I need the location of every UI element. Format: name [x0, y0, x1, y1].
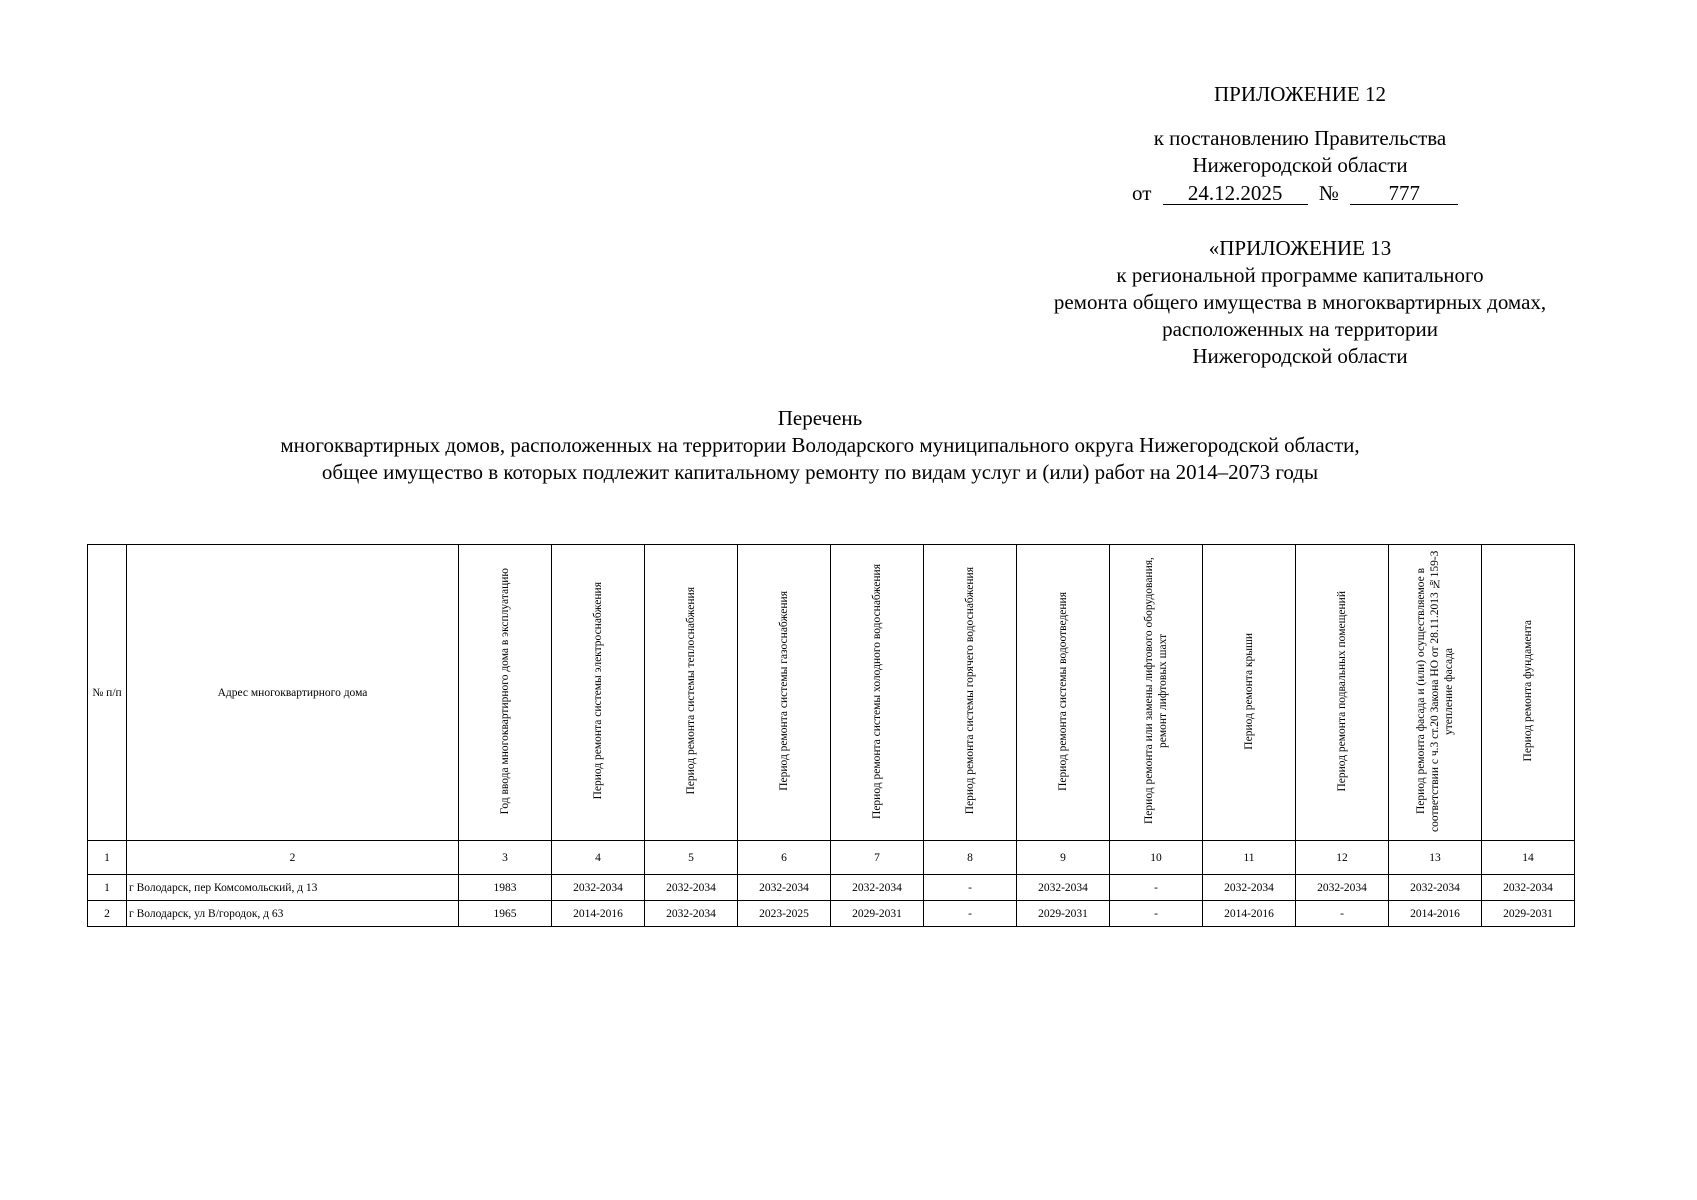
heading-line3: общее имущество в которых подлежит капитальному ремонту по видам услуг и (или) работ на 2014–2073 годы [321, 460, 1319, 484]
cell-heating: 2032-2034 [645, 901, 738, 927]
cell-gas: 2032-2034 [738, 875, 831, 901]
col-number: 11 [1203, 841, 1296, 875]
cell-facade: 2032-2034 [1389, 875, 1482, 901]
table-row [88, 901, 1575, 927]
appendix-13-line2: ремонта общего имущества в многоквартирных домах, [1053, 290, 1547, 314]
col-number: 2 [127, 841, 459, 875]
houses-table [87, 544, 1575, 927]
column-numbers-row [88, 841, 1575, 875]
col-number: 13 [1389, 841, 1482, 875]
cell-foundation: 2029-2031 [1482, 901, 1575, 927]
cell-address: г Володарск, ул В/городок, д 63 [127, 901, 459, 927]
appendix-13-line1: к региональной программе капитального [1116, 263, 1484, 287]
col-number: 10 [1110, 841, 1203, 875]
col-number: 5 [645, 841, 738, 875]
cell-hot-water: - [924, 901, 1017, 927]
cell-num: 2 [88, 901, 127, 927]
cell-heating: 2032-2034 [645, 875, 738, 901]
appendix-12-date-line [1132, 180, 1472, 207]
col-number: 1 [88, 841, 127, 875]
cell-cold-water: 2029-2031 [831, 901, 924, 927]
col-number: 7 [831, 841, 924, 875]
cell-elevator: - [1110, 901, 1203, 927]
col-header-heating: Период ремонта системы теплоснабжения [645, 545, 738, 841]
col-header-year: Год ввода многоквартирного дома в эксплуатацию [459, 545, 552, 841]
cell-roof: 2032-2034 [1203, 875, 1296, 901]
col-number: 6 [738, 841, 831, 875]
appendix-13-line4: Нижегородской области [1192, 344, 1408, 368]
col-number: 14 [1482, 841, 1575, 875]
heading-line1: Перечень [777, 406, 863, 430]
col-number: 3 [459, 841, 552, 875]
col-header-drainage: Период ремонта системы водоотведения [1017, 545, 1110, 841]
col-header-gas: Период ремонта системы газоснабжения [738, 545, 831, 841]
cell-drainage: 2032-2034 [1017, 875, 1110, 901]
cell-electric: 2014-2016 [552, 901, 645, 927]
cell-num: 1 [88, 875, 127, 901]
cell-cold-water: 2032-2034 [831, 875, 924, 901]
cell-address: г Володарск, пер Комсомольский, д 13 [127, 875, 459, 901]
number-sign: № [1318, 181, 1339, 205]
cell-basement: 2032-2034 [1296, 875, 1389, 901]
col-number: 4 [552, 841, 645, 875]
col-header-num: № п/п [88, 545, 127, 841]
cell-facade: 2014-2016 [1389, 901, 1482, 927]
cell-electric: 2032-2034 [552, 875, 645, 901]
col-header-hot-water: Период ремонта системы горячего водоснабжения [924, 545, 1017, 841]
col-number: 9 [1017, 841, 1110, 875]
date-prefix: от [1132, 181, 1152, 205]
col-number: 12 [1296, 841, 1389, 875]
decree-date: 24.12.2025 [1163, 182, 1308, 205]
col-number: 8 [924, 841, 1017, 875]
cell-basement: - [1296, 901, 1389, 927]
cell-year: 1983 [459, 875, 552, 901]
cell-roof: 2014-2016 [1203, 901, 1296, 927]
cell-drainage: 2029-2031 [1017, 901, 1110, 927]
decree-number: 777 [1350, 182, 1458, 205]
cell-foundation: 2032-2034 [1482, 875, 1575, 901]
col-header-address: Адрес многоквартирного дома [127, 545, 459, 841]
cell-hot-water: - [924, 875, 1017, 901]
col-header-electric: Период ремонта системы электроснабжения [552, 545, 645, 841]
col-header-foundation: Период ремонта фундамента [1482, 545, 1575, 841]
col-header-roof: Период ремонта крыши [1203, 545, 1296, 841]
appendix-12-title: ПРИЛОЖЕНИЕ 12 [1214, 82, 1386, 106]
cell-year: 1965 [459, 901, 552, 927]
col-header-facade: Период ремонта фасада и (или) осуществляемое в соответствии с ч.3 ст.20 Закона НО от 28.11.2013 №159-З утепление фасада [1389, 545, 1482, 841]
table-row [88, 875, 1575, 901]
cell-gas: 2023-2025 [738, 901, 831, 927]
appendix-13-line3: расположенных на территории [1162, 317, 1438, 341]
table-header-row [88, 545, 1575, 841]
appendix-13-title: «ПРИЛОЖЕНИЕ 13 [1208, 236, 1392, 260]
col-header-elevator: Период ремонта или замены лифтового оборудования, ремонт лифтовых шахт [1110, 545, 1203, 841]
cell-elevator: - [1110, 875, 1203, 901]
heading-line2: многоквартирных домов, расположенных на территории Володарского муниципального округа Нижегородской области, [280, 433, 1360, 457]
col-header-basement: Период ремонта подвальных помещений [1296, 545, 1389, 841]
appendix-12-line2: Нижегородской области [1192, 153, 1408, 177]
appendix-12-line1: к постановлению Правительства [1153, 126, 1447, 150]
col-header-cold-water: Период ремонта системы холодного водоснабжения [831, 545, 924, 841]
